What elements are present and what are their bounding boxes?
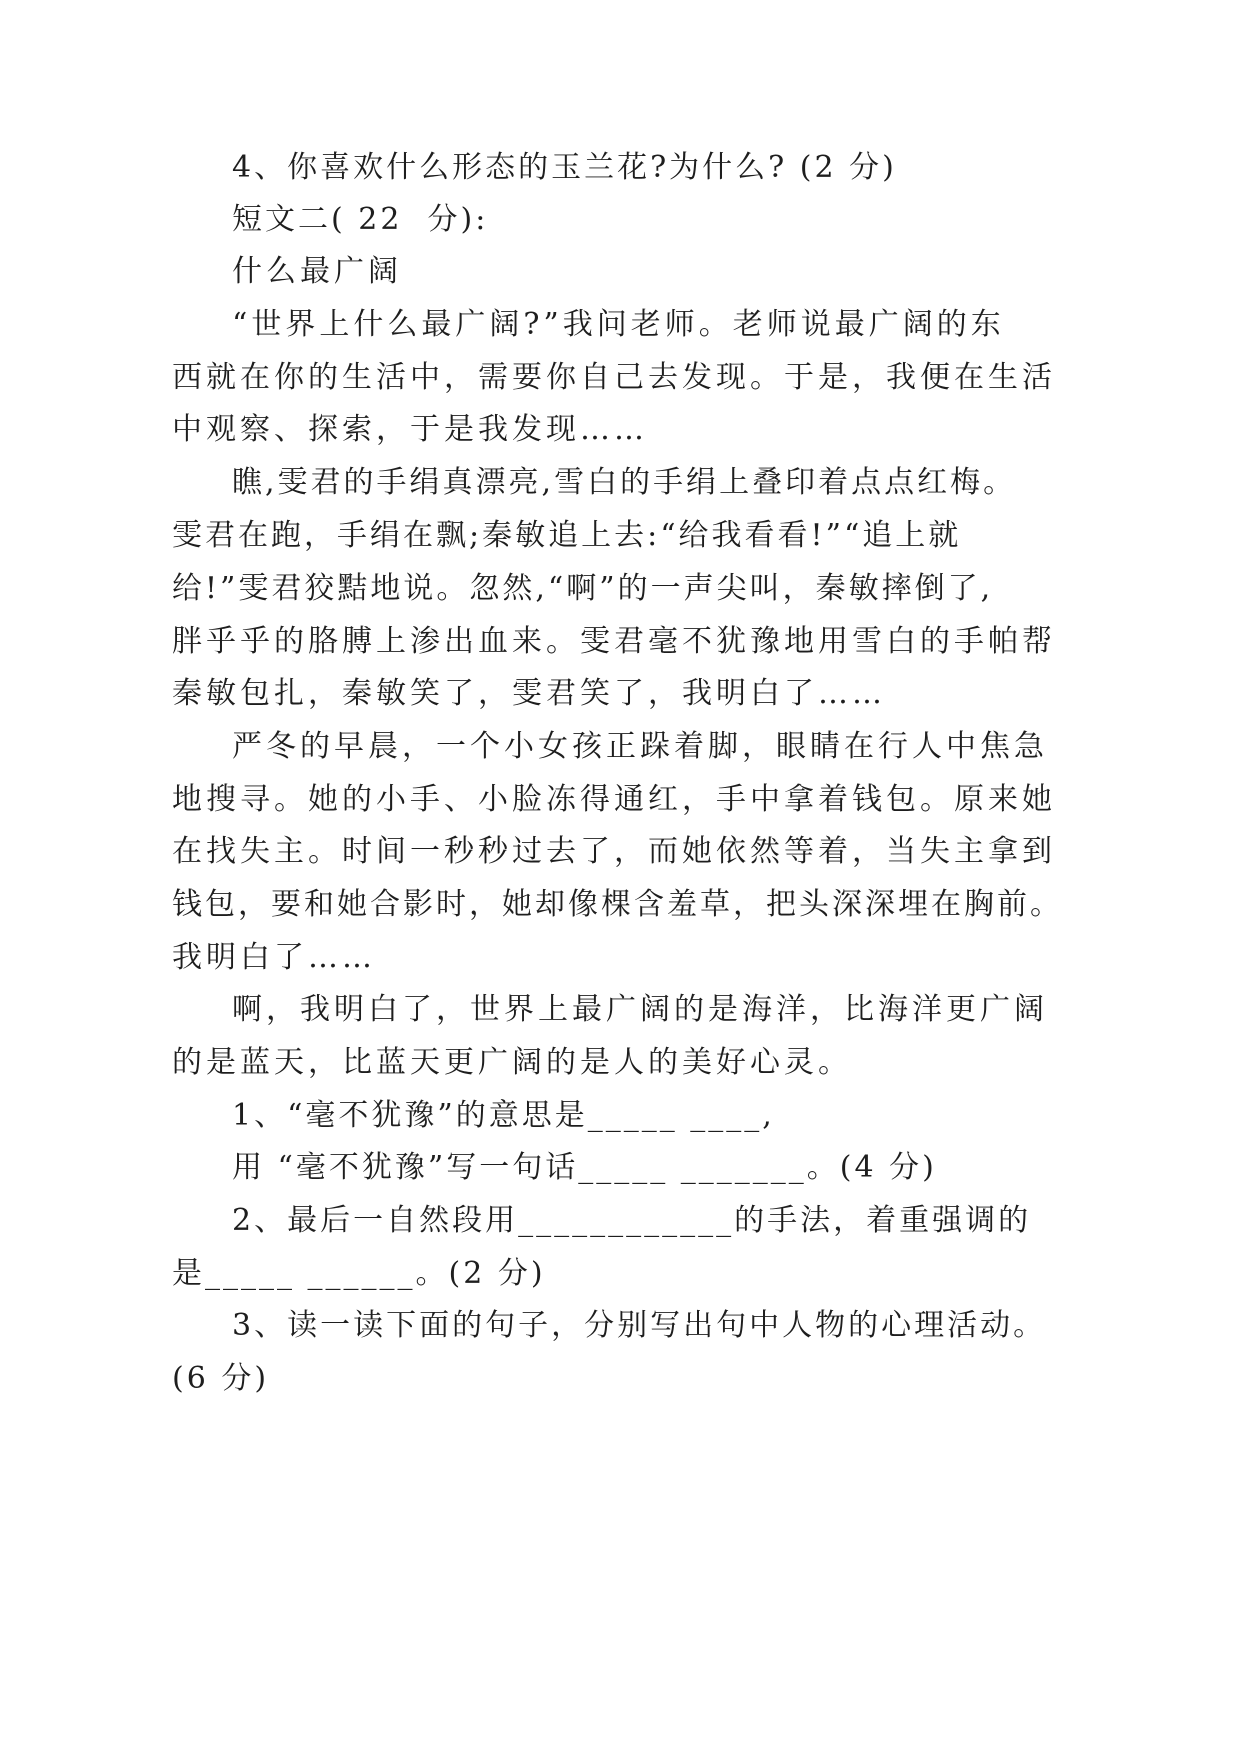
question-1-meaning: 1、“毫不犹豫”的意思是_____ ____, xyxy=(232,1098,775,1133)
paragraph-4-line-2: 的是蓝天，比蓝天更广阔的是人的美好心灵。 xyxy=(172,1045,852,1080)
paragraph-3-line-2: 地搜寻。她的小手、小脸冻得通红，手中拿着钱包。原来她 xyxy=(172,782,1056,817)
paragraph-3-line-4: 钱包，要和她合影时，她却像棵含羞草，把头深深埋在胸前。 xyxy=(172,887,1063,922)
passage-two-heading: 短文二( 22 分): xyxy=(232,202,489,237)
question-2-line-2: 是_____ ______。(2 分) xyxy=(172,1256,546,1291)
paragraph-4-line-1: 啊，我明白了，世界上最广阔的是海洋，比海洋更广阔 xyxy=(232,992,1048,1027)
question-2-line-1: 2、最后一自然段用____________的手法，着重强调的 xyxy=(232,1203,1032,1238)
question-3-line-1: 3、读一读下面的句子，分别写出句中人物的心理活动。 xyxy=(232,1308,1047,1343)
paragraph-2-line-5: 秦敏包扎，秦敏笑了，雯君笑了，我明白了…… xyxy=(172,676,886,711)
question-4: 4、你喜欢什么形态的玉兰花?为什么? (2 分) xyxy=(232,150,897,185)
paragraph-1-line-3: 中观察、探索，于是我发现…… xyxy=(172,412,648,447)
passage-title: 什么最广阔 xyxy=(232,254,402,289)
paragraph-2-line-4: 胖乎乎的胳膊上渗出血来。雯君毫不犹豫地用雪白的手帕帮 xyxy=(172,624,1056,659)
paragraph-2-line-3: 给!”雯君狡黠地说。忽然,“啊”的一声尖叫，秦敏摔倒了, xyxy=(172,571,994,606)
question-3-points: (6 分) xyxy=(172,1361,270,1396)
paragraph-2-line-2: 雯君在跑，手绢在飘;秦敏追上去:“给我看看!”“追上就 xyxy=(172,518,962,553)
question-1-sentence: 用 “毫不犹豫”写一句话_____ _______。(4 分) xyxy=(232,1150,937,1185)
paragraph-3-line-3: 在找失主。时间一秒秒过去了，而她依然等着，当失主拿到 xyxy=(172,834,1056,869)
paragraph-3-line-5: 我明白了…… xyxy=(172,940,376,975)
paragraph-1-line-1: “世界上什么最广阔?”我问老师。老师说最广阔的东 xyxy=(232,307,1005,342)
paragraph-2-line-1: 瞧,雯君的手绢真漂亮,雪白的手绢上叠印着点点红梅。 xyxy=(232,465,1017,500)
paragraph-1-line-2: 西就在你的生活中，需要你自己去发现。于是，我便在生活 xyxy=(172,360,1056,395)
paragraph-3-line-1: 严冬的早晨，一个小女孩正跺着脚，眼睛在行人中焦急 xyxy=(232,729,1048,764)
